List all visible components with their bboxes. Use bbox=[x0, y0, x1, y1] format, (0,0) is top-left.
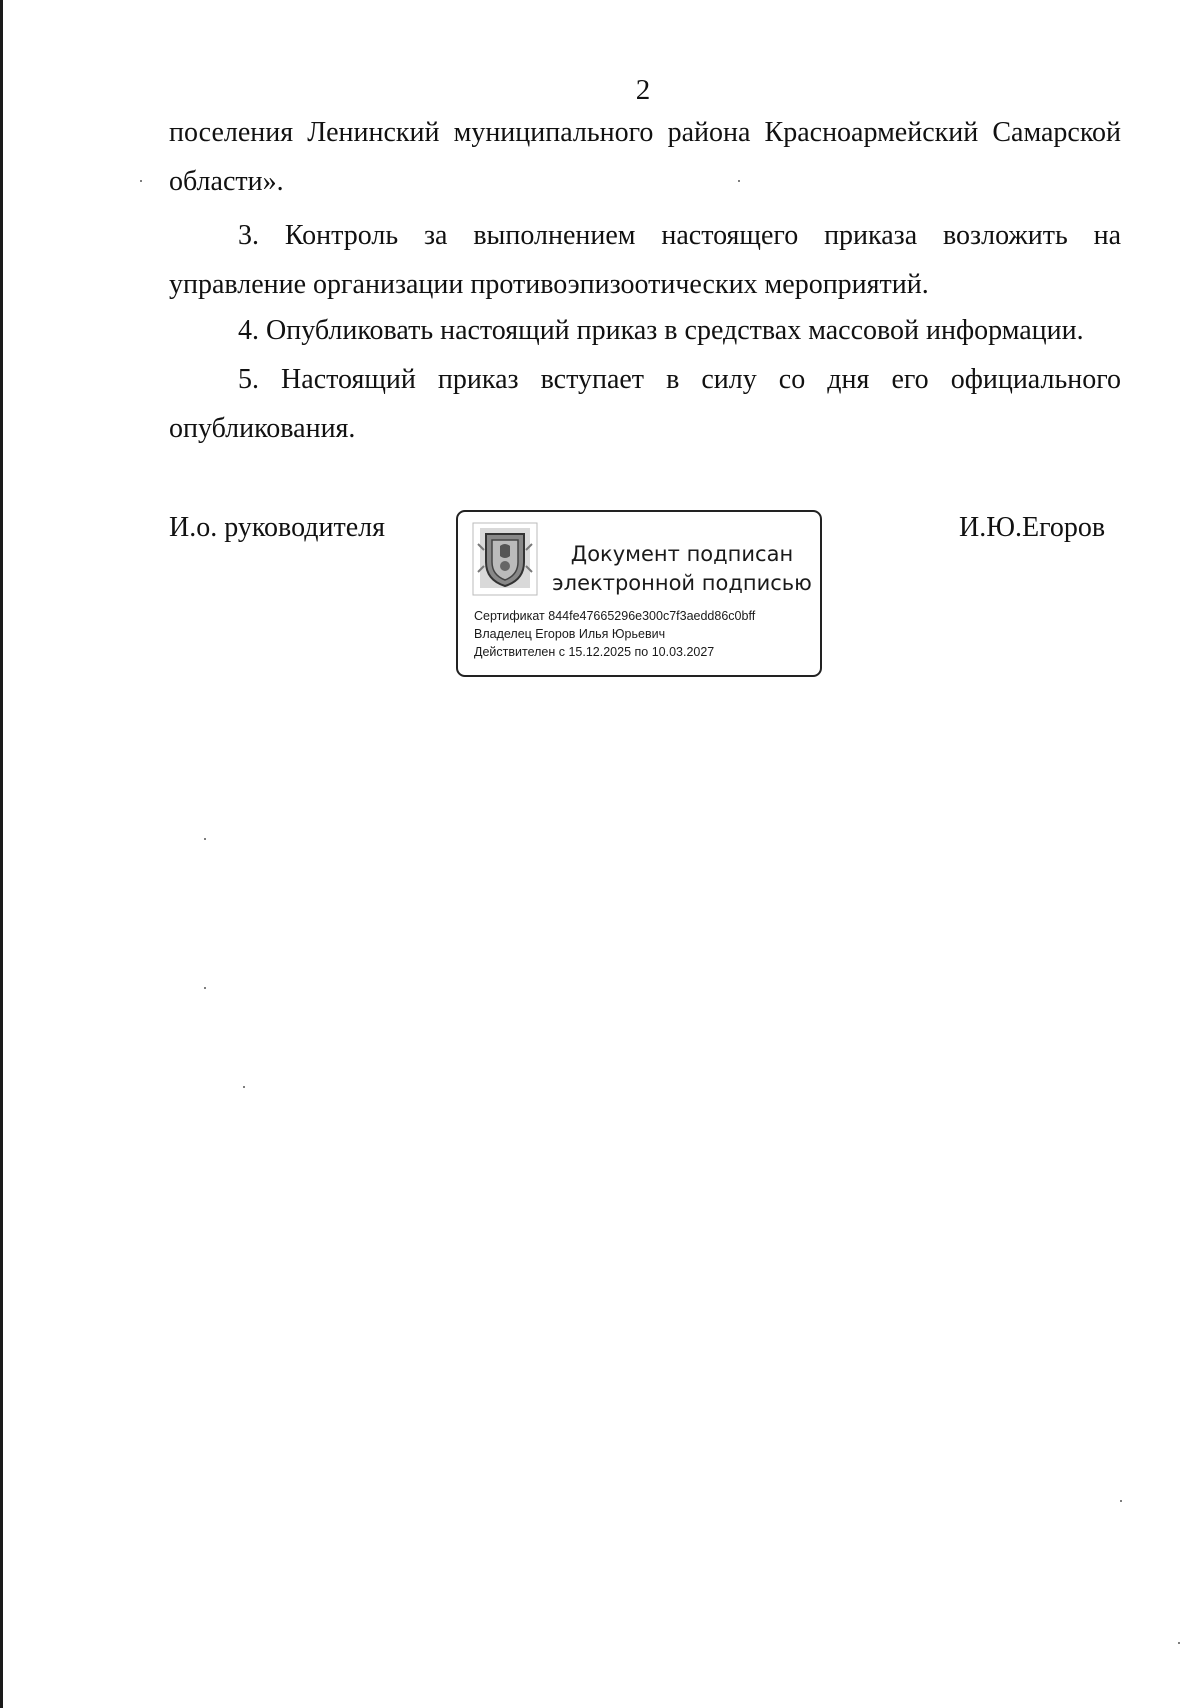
scan-speck bbox=[243, 1086, 245, 1088]
stamp-title-line: Документ подписан bbox=[570, 542, 794, 566]
scan-speck bbox=[204, 987, 206, 989]
stamp-validity: Действителен с 15.12.2025 по 10.03.2027 bbox=[474, 645, 715, 659]
paragraph-line: управление организации противоэпизоотических мероприятий. bbox=[169, 269, 929, 300]
paragraph-item-5 bbox=[169, 355, 1121, 453]
page-number: 2 bbox=[635, 74, 651, 106]
scan-speck bbox=[1178, 1642, 1180, 1644]
paragraph-line: 4. Опубликовать настоящий приказ в средствах массовой информации. bbox=[238, 315, 1084, 346]
signatory-name: И.Ю.Егоров bbox=[959, 512, 1106, 543]
coat-of-arms-icon bbox=[472, 522, 538, 596]
stamp-title-line: электронной подписью bbox=[552, 571, 812, 595]
scan-speck bbox=[140, 180, 142, 182]
stamp-title bbox=[552, 540, 812, 598]
paragraph-line: опубликования. bbox=[169, 413, 356, 444]
electronic-signature-stamp bbox=[456, 510, 822, 677]
paragraph-line: 5. Настоящий приказ вступает в силу со дня его официального bbox=[238, 364, 1121, 395]
stamp-owner: Владелец Егоров Илья Юрьевич bbox=[474, 627, 666, 641]
paragraph-item-3 bbox=[169, 211, 1121, 309]
paragraph-line: 3. Контроль за выполнением настоящего приказа возложить на bbox=[238, 220, 1121, 251]
paragraph-line: области». bbox=[169, 166, 284, 197]
scan-speck bbox=[204, 838, 206, 840]
paragraph-item-4 bbox=[169, 306, 1121, 355]
scan-speck bbox=[738, 180, 740, 182]
scan-edge bbox=[0, 0, 3, 1708]
paragraph-line: поселения Ленинский муниципального района Красноармейский Самарской bbox=[169, 117, 1121, 148]
paragraph-continuation bbox=[169, 108, 1121, 206]
scan-speck bbox=[1120, 1500, 1122, 1502]
stamp-certificate: Сертификат 844fe47665296e300c7f3aedd86c0bff bbox=[474, 609, 756, 623]
signatory-role: И.о. руководителя bbox=[169, 512, 386, 543]
